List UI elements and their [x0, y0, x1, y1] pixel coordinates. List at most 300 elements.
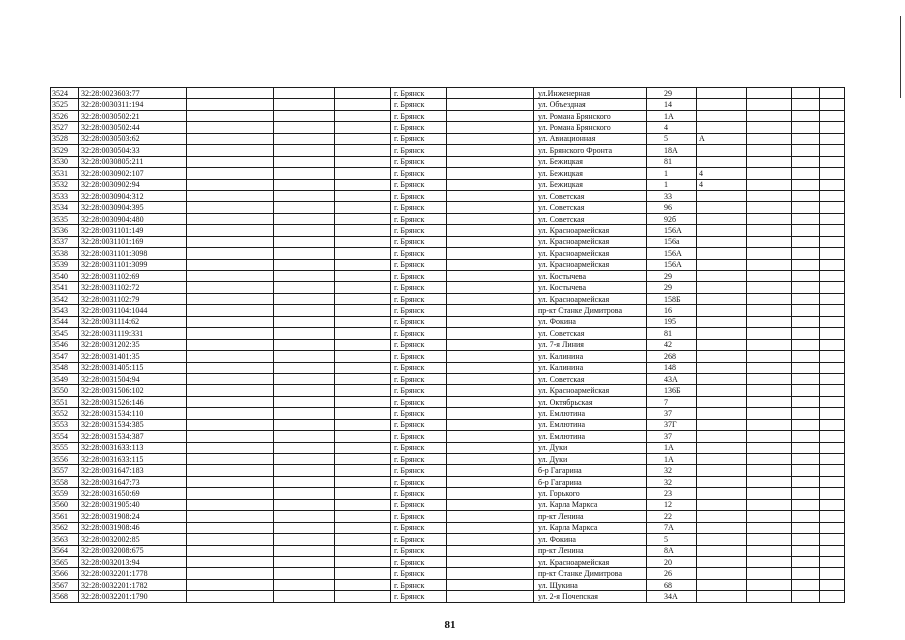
letter-cell: 4 [697, 179, 747, 190]
letter-cell [697, 568, 747, 579]
empty-cell [187, 385, 274, 396]
empty-cell [792, 408, 820, 419]
empty-cell [747, 556, 792, 567]
empty-cell [792, 488, 820, 499]
empty-cell [820, 225, 845, 236]
empty-cell [820, 248, 845, 259]
empty-cell [274, 408, 335, 419]
empty-cell [274, 362, 335, 373]
empty-cell [792, 431, 820, 442]
city-cell: г. Брянск [391, 419, 447, 430]
empty-cell [747, 202, 792, 213]
row-number-cell: 3524 [51, 88, 79, 99]
empty-cell [447, 248, 534, 259]
empty-cell [187, 568, 274, 579]
empty-cell [335, 534, 391, 545]
empty-cell [274, 133, 335, 144]
empty-cell [792, 534, 820, 545]
street-cell: ул. Красноармейская [534, 293, 647, 304]
empty-cell [747, 591, 792, 602]
street-cell: ул. Советская [534, 373, 647, 384]
empty-cell [274, 385, 335, 396]
table-row [51, 259, 845, 270]
empty-cell [792, 454, 820, 465]
cadastral-number-cell: 32:28:0031647:183 [79, 465, 187, 476]
empty-cell [274, 522, 335, 533]
empty-cell [820, 499, 845, 510]
row-number-cell: 3553 [51, 419, 79, 430]
street-cell: ул. Емлютина [534, 431, 647, 442]
empty-cell [792, 545, 820, 556]
empty-cell [274, 534, 335, 545]
empty-cell [274, 579, 335, 590]
empty-cell [820, 168, 845, 179]
empty-cell [187, 99, 274, 110]
empty-cell [747, 442, 792, 453]
empty-cell [747, 99, 792, 110]
empty-cell [820, 110, 845, 121]
empty-cell [274, 236, 335, 247]
empty-cell [792, 225, 820, 236]
empty-cell [747, 213, 792, 224]
table-row [51, 534, 845, 545]
cadastral-number-cell: 32:28:0023603:77 [79, 88, 187, 99]
street-cell: ул.Инженерная [534, 88, 647, 99]
empty-cell [187, 236, 274, 247]
city-cell: г. Брянск [391, 396, 447, 407]
empty-cell [274, 225, 335, 236]
empty-cell [335, 133, 391, 144]
empty-cell [274, 465, 335, 476]
empty-cell [747, 534, 792, 545]
empty-cell [792, 236, 820, 247]
empty-cell [335, 328, 391, 339]
empty-cell [447, 408, 534, 419]
letter-cell [697, 225, 747, 236]
empty-cell [747, 522, 792, 533]
house-number-cell: 156А [647, 259, 697, 270]
row-number-cell: 3563 [51, 534, 79, 545]
empty-cell [747, 499, 792, 510]
empty-cell [187, 351, 274, 362]
empty-cell [820, 236, 845, 247]
street-cell: ул. Карла Маркса [534, 499, 647, 510]
cadastral-number-cell: 32:28:0031908:46 [79, 522, 187, 533]
street-cell: ул. Красноармейская [534, 236, 647, 247]
empty-cell [187, 282, 274, 293]
empty-cell [274, 271, 335, 282]
empty-cell [187, 168, 274, 179]
cadastral-number-cell: 32:28:0031650:69 [79, 488, 187, 499]
empty-cell [447, 316, 534, 327]
empty-cell [187, 465, 274, 476]
empty-cell [447, 511, 534, 522]
empty-cell [792, 316, 820, 327]
letter-cell [697, 259, 747, 270]
street-cell: ул. Щукина [534, 579, 647, 590]
row-number-cell: 3547 [51, 351, 79, 362]
street-cell: ул. Объездная [534, 99, 647, 110]
house-number-cell: 42 [647, 339, 697, 350]
table-row [51, 282, 845, 293]
table-row [51, 88, 845, 99]
empty-cell [187, 122, 274, 133]
empty-cell [792, 522, 820, 533]
table-row [51, 236, 845, 247]
empty-cell [274, 316, 335, 327]
empty-cell [335, 282, 391, 293]
empty-cell [274, 545, 335, 556]
house-number-cell: 81 [647, 328, 697, 339]
cadastral-number-cell: 32:28:0031504:94 [79, 373, 187, 384]
cadastral-number-cell: 32:28:0031506:102 [79, 385, 187, 396]
row-number-cell: 3568 [51, 591, 79, 602]
empty-cell [447, 385, 534, 396]
row-number-cell: 3555 [51, 442, 79, 453]
empty-cell [447, 568, 534, 579]
empty-cell [447, 373, 534, 384]
street-cell: ул. Калинина [534, 351, 647, 362]
row-number-cell: 3559 [51, 488, 79, 499]
table-row [51, 385, 845, 396]
empty-cell [335, 271, 391, 282]
empty-cell [792, 568, 820, 579]
empty-cell [747, 465, 792, 476]
empty-cell [820, 362, 845, 373]
cadastral-number-cell: 32:28:0030904:395 [79, 202, 187, 213]
city-cell: г. Брянск [391, 431, 447, 442]
empty-cell [820, 133, 845, 144]
empty-cell [447, 110, 534, 121]
empty-cell [447, 579, 534, 590]
cadastral-number-cell: 32:28:0032201:1778 [79, 568, 187, 579]
empty-cell [447, 431, 534, 442]
empty-cell [747, 225, 792, 236]
street-cell: ул. Костычева [534, 271, 647, 282]
empty-cell [274, 293, 335, 304]
cadastral-number-cell: 32:28:0031905:40 [79, 499, 187, 510]
street-cell: ул. 2-я Почепская [534, 591, 647, 602]
house-number-cell: 156А [647, 225, 697, 236]
empty-cell [187, 316, 274, 327]
empty-cell [820, 328, 845, 339]
empty-cell [747, 396, 792, 407]
house-number-cell: 29 [647, 88, 697, 99]
scan-edge-line [900, 16, 901, 98]
empty-cell [187, 591, 274, 602]
empty-cell [747, 545, 792, 556]
letter-cell [697, 419, 747, 430]
cadastral-number-cell: 32:28:0031102:69 [79, 271, 187, 282]
empty-cell [274, 202, 335, 213]
street-cell: ул. Калинина [534, 362, 647, 373]
table-row [51, 545, 845, 556]
empty-cell [820, 488, 845, 499]
street-cell: ул. Бежицкая [534, 156, 647, 167]
empty-cell [274, 248, 335, 259]
city-cell: г. Брянск [391, 99, 447, 110]
table-row [51, 179, 845, 190]
empty-cell [274, 328, 335, 339]
city-cell: г. Брянск [391, 305, 447, 316]
table-row [51, 556, 845, 567]
empty-cell [747, 145, 792, 156]
empty-cell [274, 431, 335, 442]
empty-cell [187, 362, 274, 373]
empty-cell [335, 168, 391, 179]
house-number-cell: 1А [647, 454, 697, 465]
empty-cell [747, 271, 792, 282]
house-number-cell: 1 [647, 168, 697, 179]
empty-cell [820, 259, 845, 270]
table-row [51, 488, 845, 499]
empty-cell [187, 556, 274, 567]
city-cell: г. Брянск [391, 568, 447, 579]
table-row [51, 568, 845, 579]
empty-cell [274, 568, 335, 579]
empty-cell [820, 408, 845, 419]
empty-cell [747, 110, 792, 121]
house-number-cell: 22 [647, 511, 697, 522]
empty-cell [447, 591, 534, 602]
letter-cell [697, 476, 747, 487]
house-number-cell: 195 [647, 316, 697, 327]
city-cell: г. Брянск [391, 499, 447, 510]
empty-cell [820, 213, 845, 224]
empty-cell [447, 499, 534, 510]
letter-cell [697, 236, 747, 247]
empty-cell [792, 591, 820, 602]
cadastral-number-cell: 32:28:0031401:35 [79, 351, 187, 362]
letter-cell [697, 305, 747, 316]
cadastral-number-cell: 32:28:0030902:94 [79, 179, 187, 190]
letter-cell [697, 190, 747, 201]
empty-cell [820, 385, 845, 396]
empty-cell [447, 488, 534, 499]
empty-cell [335, 259, 391, 270]
empty-cell [820, 122, 845, 133]
street-cell: ул. Емлютина [534, 408, 647, 419]
empty-cell [187, 293, 274, 304]
empty-cell [792, 556, 820, 567]
house-number-cell: 92б [647, 213, 697, 224]
empty-cell [274, 396, 335, 407]
table-row [51, 293, 845, 304]
empty-cell [274, 488, 335, 499]
letter-cell [697, 408, 747, 419]
house-number-cell: 18А [647, 145, 697, 156]
house-number-cell: 96 [647, 202, 697, 213]
city-cell: г. Брянск [391, 202, 447, 213]
empty-cell [335, 88, 391, 99]
street-cell: ул. Советская [534, 202, 647, 213]
street-cell: ул. Емлютина [534, 419, 647, 430]
house-number-cell: 1 [647, 179, 697, 190]
empty-cell [335, 156, 391, 167]
empty-cell [747, 373, 792, 384]
letter-cell [697, 316, 747, 327]
cadastral-number-cell: 32:28:0031101:3098 [79, 248, 187, 259]
table-row [51, 431, 845, 442]
empty-cell [447, 556, 534, 567]
street-cell: ул. Красноармейская [534, 225, 647, 236]
city-cell: г. Брянск [391, 579, 447, 590]
empty-cell [747, 248, 792, 259]
row-number-cell: 3534 [51, 202, 79, 213]
empty-cell [747, 133, 792, 144]
empty-cell [747, 568, 792, 579]
empty-cell [274, 190, 335, 201]
table-row [51, 133, 845, 144]
empty-cell [792, 328, 820, 339]
cadastral-number-cell: 32:28:0032201:1790 [79, 591, 187, 602]
empty-cell [792, 511, 820, 522]
empty-cell [747, 339, 792, 350]
cadastral-number-cell: 32:28:0031534:385 [79, 419, 187, 430]
table-row [51, 248, 845, 259]
empty-cell [747, 511, 792, 522]
city-cell: г. Брянск [391, 145, 447, 156]
empty-cell [335, 568, 391, 579]
empty-cell [747, 88, 792, 99]
row-number-cell: 3567 [51, 579, 79, 590]
house-number-cell: 156а [647, 236, 697, 247]
empty-cell [747, 156, 792, 167]
house-number-cell: 29 [647, 271, 697, 282]
empty-cell [447, 442, 534, 453]
empty-cell [747, 408, 792, 419]
empty-cell [820, 305, 845, 316]
cadastral-number-cell: 32:28:0031908:24 [79, 511, 187, 522]
cadastral-number-cell: 32:28:0031534:110 [79, 408, 187, 419]
empty-cell [792, 88, 820, 99]
cadastral-number-cell: 32:28:0030805:211 [79, 156, 187, 167]
table-row [51, 110, 845, 121]
table-row [51, 145, 845, 156]
empty-cell [447, 225, 534, 236]
empty-cell [187, 454, 274, 465]
empty-cell [792, 190, 820, 201]
street-cell: ул. Красноармейская [534, 248, 647, 259]
empty-cell [820, 545, 845, 556]
table-row [51, 373, 845, 384]
table-row [51, 122, 845, 133]
empty-cell [187, 579, 274, 590]
empty-cell [820, 156, 845, 167]
city-cell: г. Брянск [391, 236, 447, 247]
empty-cell [447, 454, 534, 465]
street-cell: ул. Советская [534, 213, 647, 224]
empty-cell [447, 534, 534, 545]
empty-cell [335, 316, 391, 327]
house-number-cell: 148 [647, 362, 697, 373]
empty-cell [792, 362, 820, 373]
empty-cell [792, 99, 820, 110]
empty-cell [747, 419, 792, 430]
house-number-cell: 156А [647, 248, 697, 259]
empty-cell [820, 373, 845, 384]
empty-cell [820, 431, 845, 442]
city-cell: г. Брянск [391, 88, 447, 99]
empty-cell [187, 190, 274, 201]
empty-cell [792, 465, 820, 476]
empty-cell [335, 442, 391, 453]
empty-cell [187, 133, 274, 144]
empty-cell [447, 351, 534, 362]
cadastral-number-cell: 32:28:0031119:331 [79, 328, 187, 339]
empty-cell [447, 179, 534, 190]
city-cell: г. Брянск [391, 110, 447, 121]
empty-cell [335, 465, 391, 476]
empty-cell [447, 328, 534, 339]
cadastral-number-cell: 32:28:0030904:480 [79, 213, 187, 224]
empty-cell [187, 545, 274, 556]
empty-cell [792, 305, 820, 316]
letter-cell [697, 534, 747, 545]
house-number-cell: 12 [647, 499, 697, 510]
house-number-cell: 1А [647, 442, 697, 453]
cadastral-number-cell: 32:28:0031101:169 [79, 236, 187, 247]
house-number-cell: 20 [647, 556, 697, 567]
row-number-cell: 3538 [51, 248, 79, 259]
row-number-cell: 3550 [51, 385, 79, 396]
city-cell: г. Брянск [391, 476, 447, 487]
empty-cell [274, 99, 335, 110]
letter-cell [697, 362, 747, 373]
empty-cell [274, 145, 335, 156]
street-cell: ул. 7-я Линия [534, 339, 647, 350]
empty-cell [447, 305, 534, 316]
empty-cell [820, 522, 845, 533]
empty-cell [820, 339, 845, 350]
empty-cell [792, 385, 820, 396]
letter-cell [697, 511, 747, 522]
city-cell: г. Брянск [391, 259, 447, 270]
table-row [51, 305, 845, 316]
empty-cell [447, 202, 534, 213]
empty-cell [447, 476, 534, 487]
table-row [51, 99, 845, 110]
street-cell: б-р Гагарина [534, 476, 647, 487]
row-number-cell: 3527 [51, 122, 79, 133]
empty-cell [820, 568, 845, 579]
street-cell: пр-кт Ленина [534, 511, 647, 522]
empty-cell [187, 419, 274, 430]
house-number-cell: 268 [647, 351, 697, 362]
empty-cell [335, 305, 391, 316]
cadastral-number-cell: 32:28:0030504:33 [79, 145, 187, 156]
empty-cell [274, 373, 335, 384]
empty-cell [820, 556, 845, 567]
table-row [51, 316, 845, 327]
empty-cell [792, 373, 820, 384]
letter-cell [697, 396, 747, 407]
city-cell: г. Брянск [391, 556, 447, 567]
cadastral-number-cell: 32:28:0031202:35 [79, 339, 187, 350]
letter-cell: А [697, 133, 747, 144]
empty-cell [335, 419, 391, 430]
street-cell: ул. Брянского Фронта [534, 145, 647, 156]
letter-cell [697, 522, 747, 533]
empty-cell [792, 579, 820, 590]
row-number-cell: 3537 [51, 236, 79, 247]
empty-cell [820, 202, 845, 213]
page-number: 81 [444, 619, 456, 631]
row-number-cell: 3551 [51, 396, 79, 407]
letter-cell [697, 454, 747, 465]
empty-cell [792, 156, 820, 167]
city-cell: г. Брянск [391, 591, 447, 602]
